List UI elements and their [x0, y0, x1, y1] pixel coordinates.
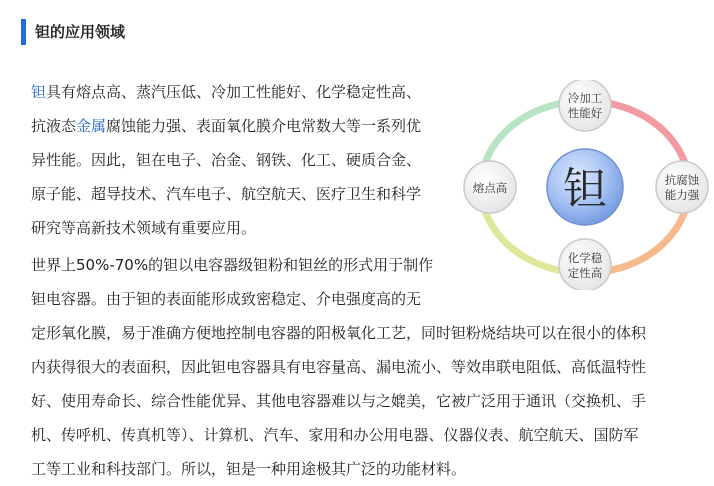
node-cold-working: [559, 80, 611, 131]
intro-paragraph: [31, 75, 421, 245]
node-label-line: 抗腐蚀: [664, 173, 700, 187]
center-node: [547, 149, 623, 225]
node-label-line: 化学稳: [567, 251, 603, 265]
metal-link[interactable]: 金属: [76, 117, 107, 135]
line-text: 抗液态: [31, 117, 77, 135]
page-title: 钽的应用领域: [35, 23, 126, 41]
text-line: 内获得很大的表面积，因此钽电容器具有电容量高、漏电流小、等效串联电阻低、高低温特性: [31, 358, 647, 376]
node-corrosion-resistance: [656, 161, 708, 213]
node-label-line: 能力强: [664, 188, 700, 202]
tantalum-link[interactable]: 钽: [31, 83, 47, 101]
node-chemical-stability: [559, 239, 611, 290]
node-melting-point: [464, 161, 516, 213]
center-label: 钽: [563, 164, 607, 215]
text-line: 研究等高新技术领域有重要应用。: [31, 219, 257, 237]
text-line: 世界上50%-70%的钽以电容器级钽粉和钽丝的形式用于制作: [31, 256, 434, 274]
properties-diagram: [460, 80, 710, 290]
text-line: [31, 75, 421, 109]
text-line: 异性能。因此，钽在电子、冶金、钢铁、化工、硬质合金、: [31, 151, 422, 169]
heading-accent-bar: [21, 19, 26, 45]
text-line: 原子能、超导技术、汽车电子、航空航天、医疗卫生和科学: [31, 185, 422, 203]
line-text: 腐蚀能力强、表面氧化膜介电常数大等一系列优: [106, 117, 422, 135]
text-line: 好、使用寿命长、综合性能优异、其他电容器难以与之媲美，它被广泛用于通讯（交换机、手: [31, 392, 647, 410]
line-text: 具有熔点高、蒸汽压低、冷加工性能好、化学稳定性高、: [46, 83, 422, 101]
node-label-line: 定性高: [567, 266, 603, 280]
node-label-line: 熔点高: [472, 181, 508, 195]
section-heading: [21, 19, 125, 45]
text-line: 机、传呼机、传真机等）、计算机、汽车、家用和办公用电器、仪器仪表、航空航天、国防军: [31, 426, 639, 444]
text-line: 钽电容器。由于钽的表面能形成致密稳定、介电强度高的无: [31, 290, 422, 308]
node-label-line: 性能好: [567, 106, 603, 120]
text-line: 定形氧化膜，易于准确方便地控制电容器的阳极氧化工艺，同时钽粉烧结块可以在很小的体积: [31, 324, 647, 342]
node-label-line: 冷加工: [567, 91, 603, 105]
text-line: [31, 109, 421, 143]
text-line: 工等工业和科技部门。所以，钽是一种用途极其广泛的功能材料。: [31, 460, 467, 478]
